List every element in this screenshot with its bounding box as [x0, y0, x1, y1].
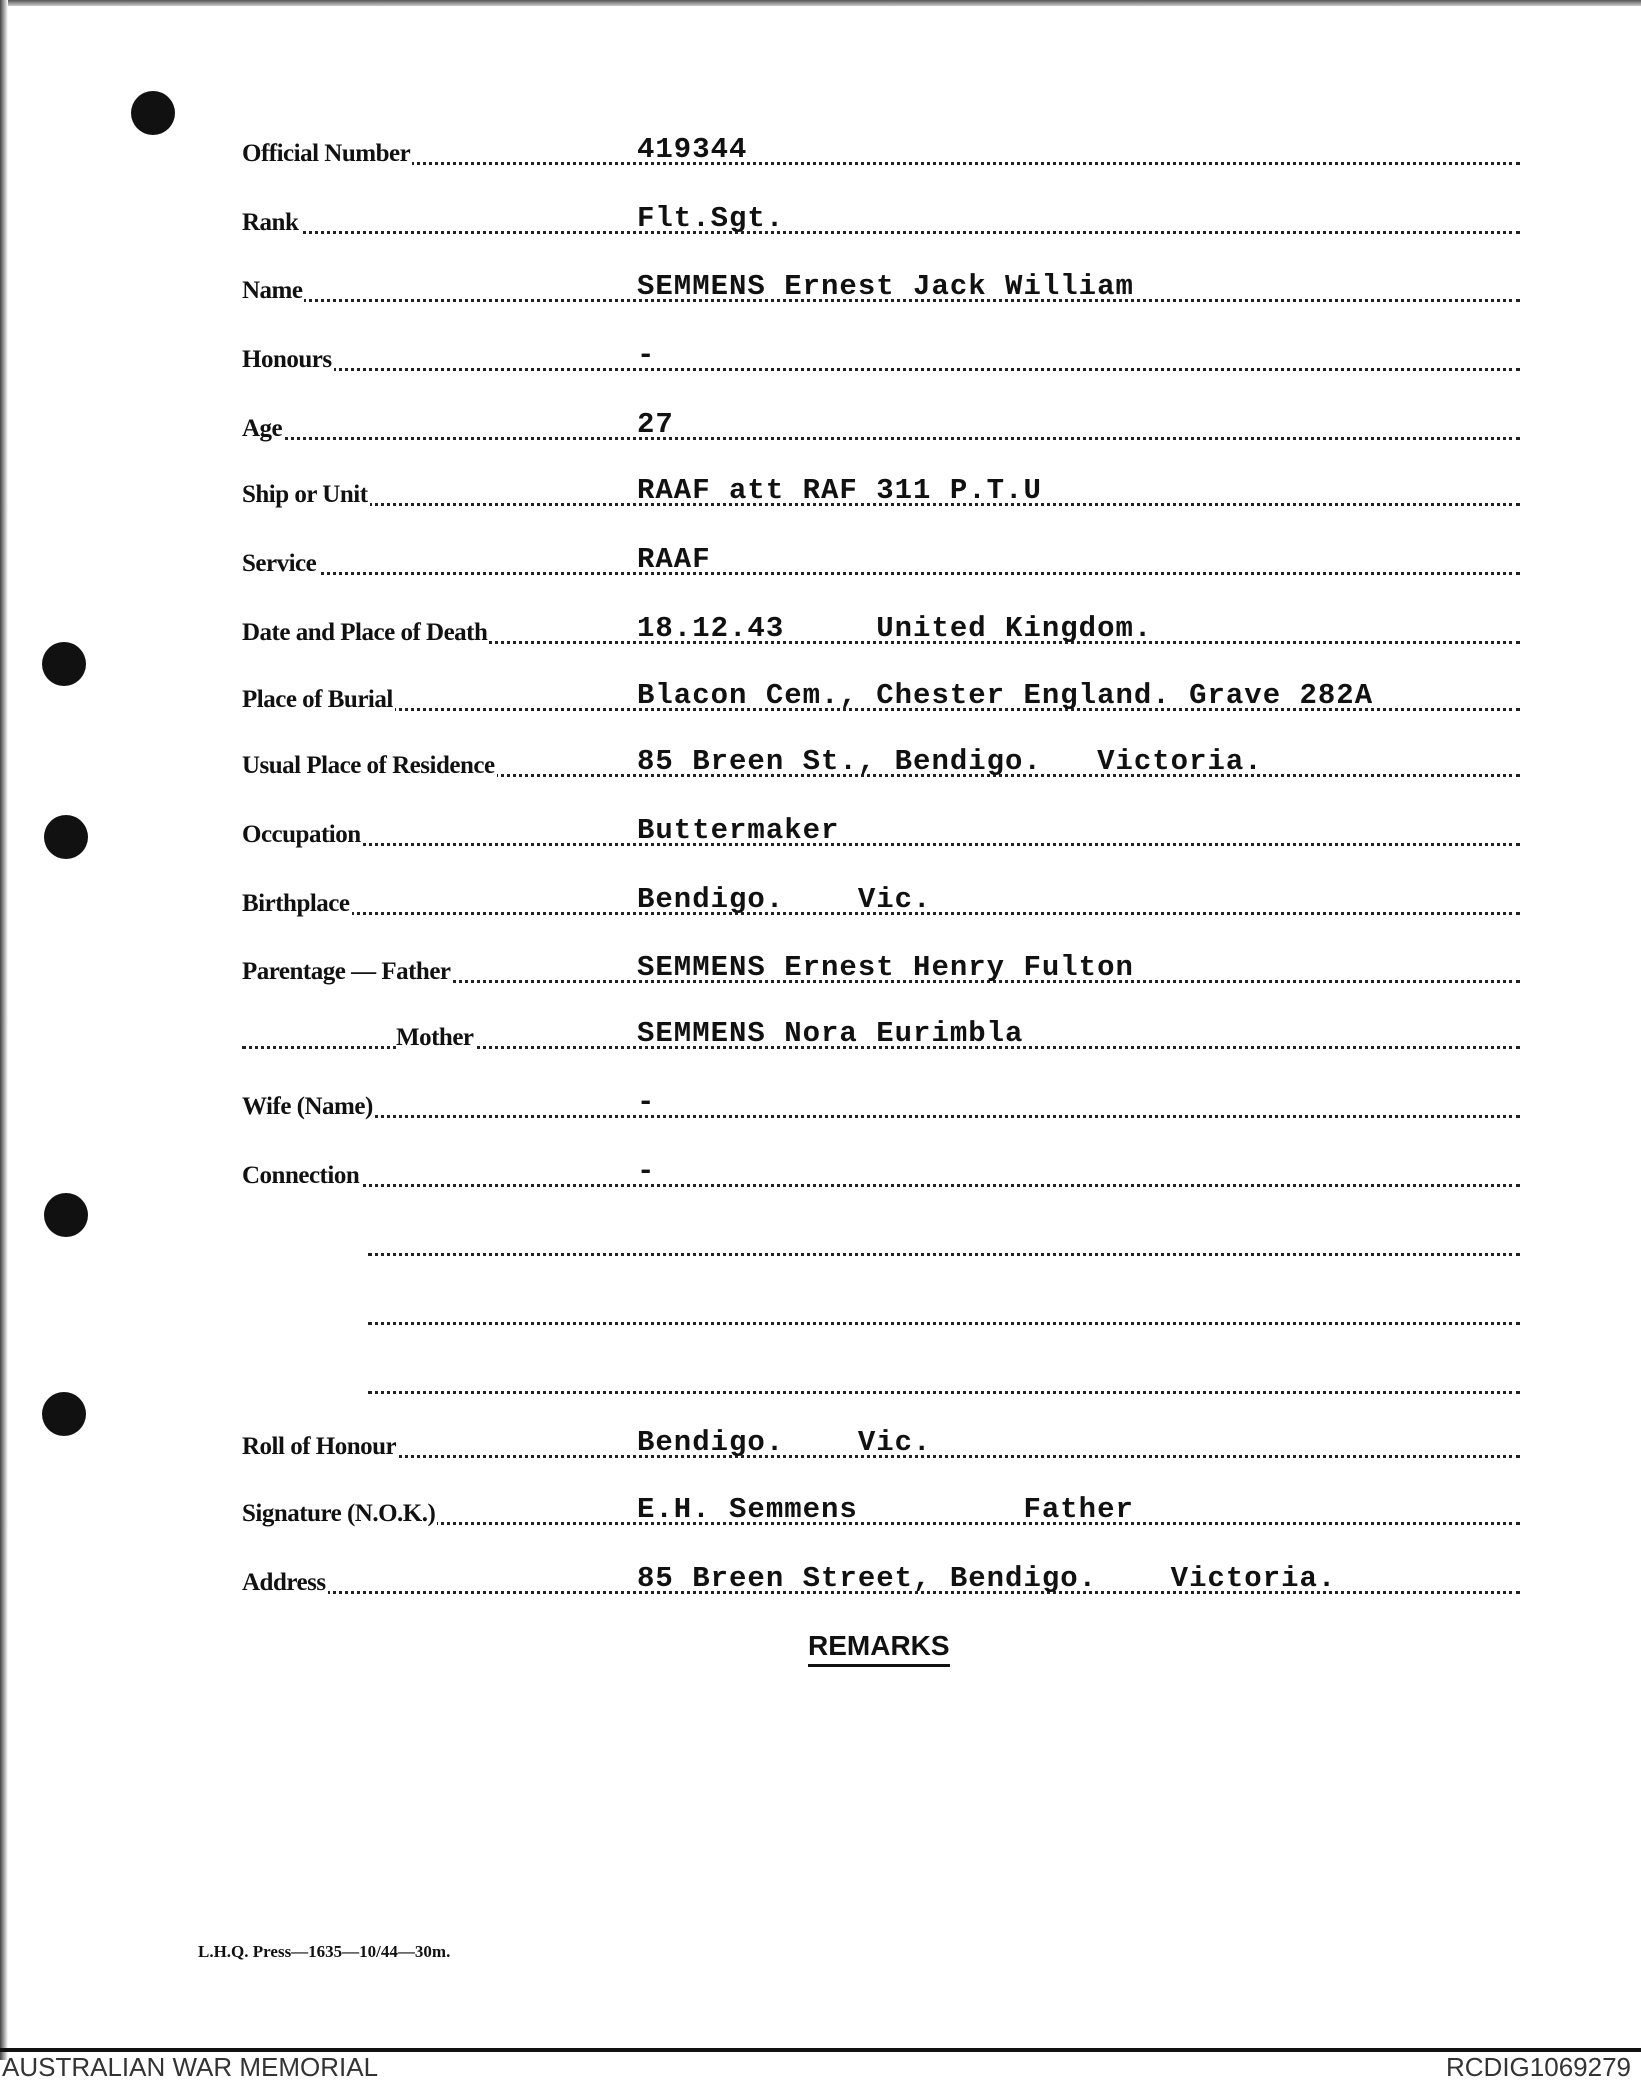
field-label: Connection: [242, 1162, 360, 1189]
field-label: Age: [242, 415, 283, 442]
form-row: [242, 542, 1520, 575]
field-label: Ship or Unit: [242, 481, 368, 508]
footer-source: AUSTRALIAN WAR MEMORIAL: [2, 2052, 379, 2082]
field-label: Occupation: [242, 821, 361, 848]
field-label: Service: [242, 550, 317, 577]
press-mark: L.H.Q. Press—1635—10/44—30m.: [198, 1942, 451, 1961]
field-value: E.H. Semmens Father: [637, 1493, 1134, 1526]
blank-line: [368, 1389, 1520, 1394]
field-value: Bendigo. Vic.: [637, 883, 932, 916]
field-label: Rank: [242, 209, 299, 236]
field-label: Address: [242, 1569, 326, 1596]
field-value: SEMMENS Ernest Jack William: [637, 270, 1134, 303]
scan-left-edge: [0, 0, 8, 2060]
form-row: [242, 744, 1520, 777]
form-row: [242, 813, 1520, 846]
field-label: Mother: [396, 1024, 474, 1051]
field-value: Buttermaker: [637, 814, 840, 847]
field-value: Flt.Sgt.: [637, 202, 785, 235]
punch-hole: [42, 1392, 86, 1436]
field-label: Official Number: [242, 140, 411, 167]
field-label: Roll of Honour: [242, 1433, 397, 1460]
punch-hole: [131, 91, 175, 135]
form-row: [242, 950, 1520, 983]
remarks-heading: REMARKS: [808, 1630, 950, 1667]
form-row: [242, 1425, 1520, 1458]
field-value: 85 Breen Street, Bendigo. Victoria.: [637, 1562, 1337, 1595]
field-label: Honours: [242, 346, 332, 373]
form-row: [242, 338, 1520, 371]
field-value: 419344: [637, 133, 748, 166]
field-value: Blacon Cem., Chester England. Grave 282A: [637, 679, 1374, 712]
field-value: RAAF: [637, 543, 711, 576]
form-row: [242, 678, 1520, 711]
punch-hole: [44, 815, 88, 859]
field-value: -: [637, 1086, 656, 1119]
field-value: Bendigo. Vic.: [637, 1426, 932, 1459]
form-row: [242, 1016, 1520, 1049]
form-row: [242, 132, 1520, 165]
form-row: [242, 882, 1520, 915]
form-row: [242, 201, 1520, 234]
field-label: Usual Place of Residence: [242, 752, 495, 779]
field-value: 27: [637, 408, 674, 441]
footer-id: RCDIG1069279: [1446, 2052, 1631, 2082]
field-label: Date and Place of Death: [242, 619, 488, 646]
punch-hole: [44, 1193, 88, 1237]
field-value: 85 Breen St., Bendigo. Victoria.: [637, 745, 1263, 778]
form-row: [242, 473, 1520, 506]
field-value: 18.12.43 United Kingdom.: [637, 612, 1153, 645]
form-row: [242, 611, 1520, 644]
field-value: -: [637, 339, 656, 372]
field-label: Signature (N.O.K.): [242, 1500, 436, 1527]
blank-line: [368, 1251, 1520, 1256]
field-label: Place of Burial: [242, 686, 393, 713]
form-row: [242, 1561, 1520, 1594]
field-value: SEMMENS Nora Eurimbla: [637, 1017, 1024, 1050]
scan-top-edge: [0, 0, 1641, 6]
blank-line: [368, 1320, 1520, 1325]
form-row: [242, 407, 1520, 440]
field-value: RAAF att RAF 311 P.T.U: [637, 474, 1042, 507]
field-label: Name: [242, 277, 303, 304]
form-row: [242, 1085, 1520, 1118]
punch-hole: [42, 642, 86, 686]
field-label: Birthplace: [242, 890, 350, 917]
form-row: [242, 1492, 1520, 1525]
field-label: Wife (Name): [242, 1093, 373, 1120]
field-label: Parentage — Father: [242, 958, 451, 985]
field-value: SEMMENS Ernest Henry Fulton: [637, 951, 1134, 984]
form-row: [242, 1154, 1520, 1187]
field-value: -: [637, 1155, 656, 1188]
form-row: [242, 269, 1520, 302]
